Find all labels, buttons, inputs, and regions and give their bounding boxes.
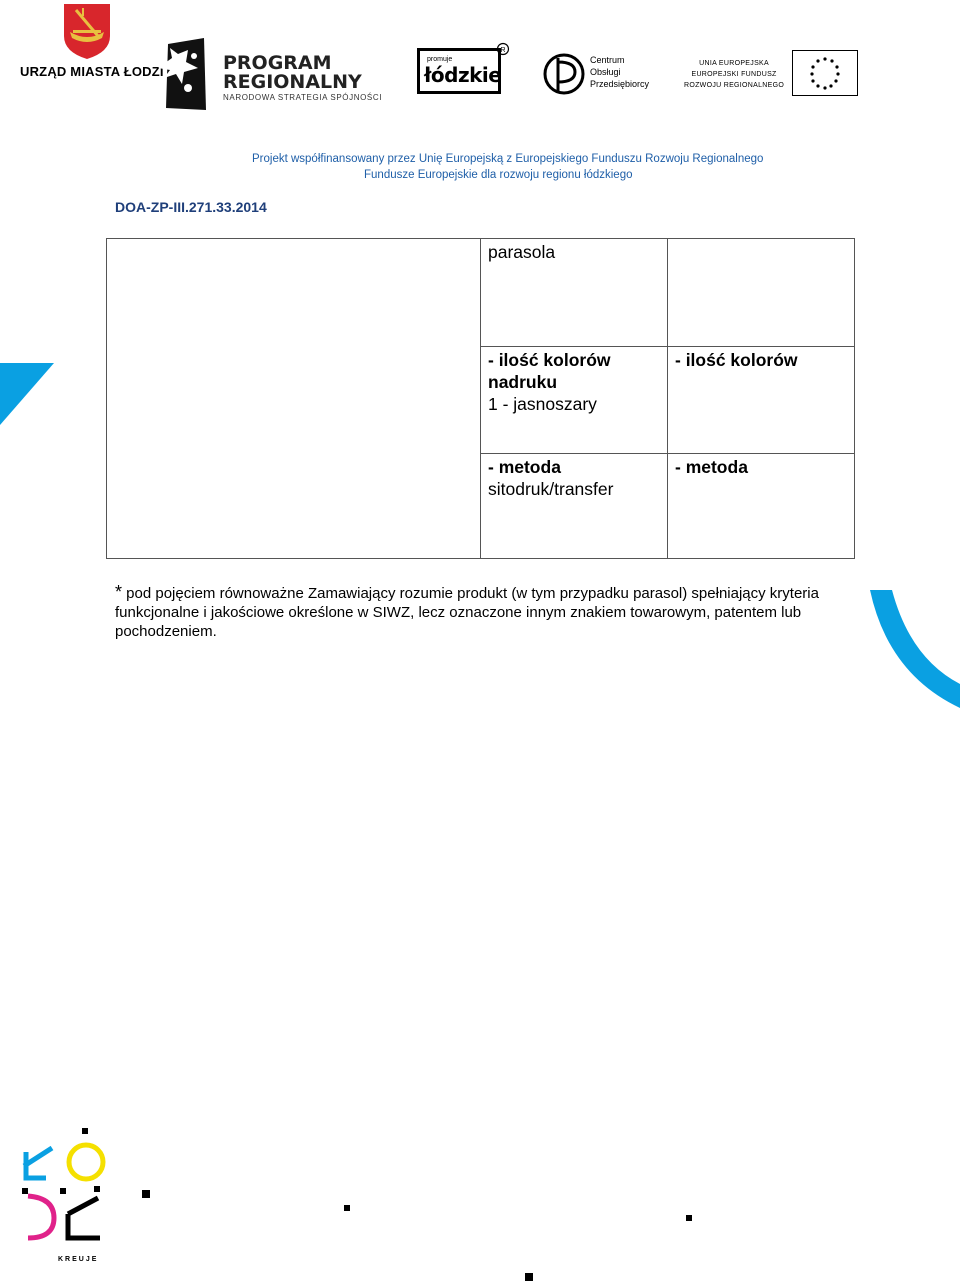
document-number: DOA-ZP-III.271.33.2014 [115,199,267,215]
decor-dot [344,1205,350,1211]
equivalent-footnote [115,583,855,641]
table-cell-method-required [481,454,668,559]
table-cell-colors-offered [668,347,855,454]
svg-text:R: R [500,47,506,54]
registered-icon [496,42,510,56]
city-coat-of-arms-icon [62,2,112,60]
method-label: - metoda [488,457,561,477]
star-flag-icon [158,38,208,110]
colors-label: - ilość kolorów nadruku [488,350,611,392]
colors-offered-label: - ilość kolorów [675,350,798,370]
table-cell-blank [668,239,855,347]
method-offered-label: - metoda [675,457,748,477]
blue-corner-shape-left [0,363,54,425]
decor-dot [686,1215,692,1221]
lodzkie-small-text: promuje [427,56,453,63]
project-funding-note [252,151,812,183]
lodz-kreuje-symbol-icon [18,1126,114,1246]
project-line2: Fundusze Europejskie dla rozwoju regionu łódzkiego [364,169,633,181]
method-value: sitodruk/transfer [488,479,614,499]
project-line1: Projekt współfinansowany przez Unię Europejską z Europejskiego Funduszu Rozwoju Regionalnego [252,153,764,165]
eu-flag-icon [792,50,858,96]
program-line1: PROGRAM [223,52,332,74]
table-row [107,239,855,347]
footnote-text: pod pojęciem równoważne Zamawiający rozumie produkt (w tym przypadku parasol) spełniający kryteria funkcjonalne i jakościowe określone w SIWZ, lecz oznaczone innym znakiem towarowym, patentem lub pochodzeniem. [115,585,819,640]
blue-arc-shape-right [870,588,960,710]
decor-dot [142,1190,150,1198]
program-subtitle: NARODOWA STRATEGIA SPÓJNOŚCI [223,93,383,102]
colors-value: 1 - jasnoszary [488,394,597,414]
program-title [223,54,362,92]
city-office-name: URZĄD MIASTA ŁODZI [20,64,164,79]
decor-dot [525,1273,533,1281]
eu-text: UNIA EUROPEJSKA EUROPEJSKI FUNDUSZ ROZWOJU REGIONALNEGO [684,60,785,89]
kreuje-text: KREUJE [58,1256,99,1263]
footnote-star: * [115,582,123,602]
table-cell-product: parasola [481,239,668,347]
table-cell-empty [107,239,481,559]
lodzkie-big-text: łódzkie [424,63,502,87]
cop-p-icon [543,52,585,96]
program-line2: REGIONALNY [223,71,362,93]
table-cell-method-offered [668,454,855,559]
table-cell-colors-required [481,347,668,454]
specification-table [106,238,855,559]
cop-text: Centrum Obsługi Przedsiębiorcy [590,55,650,89]
